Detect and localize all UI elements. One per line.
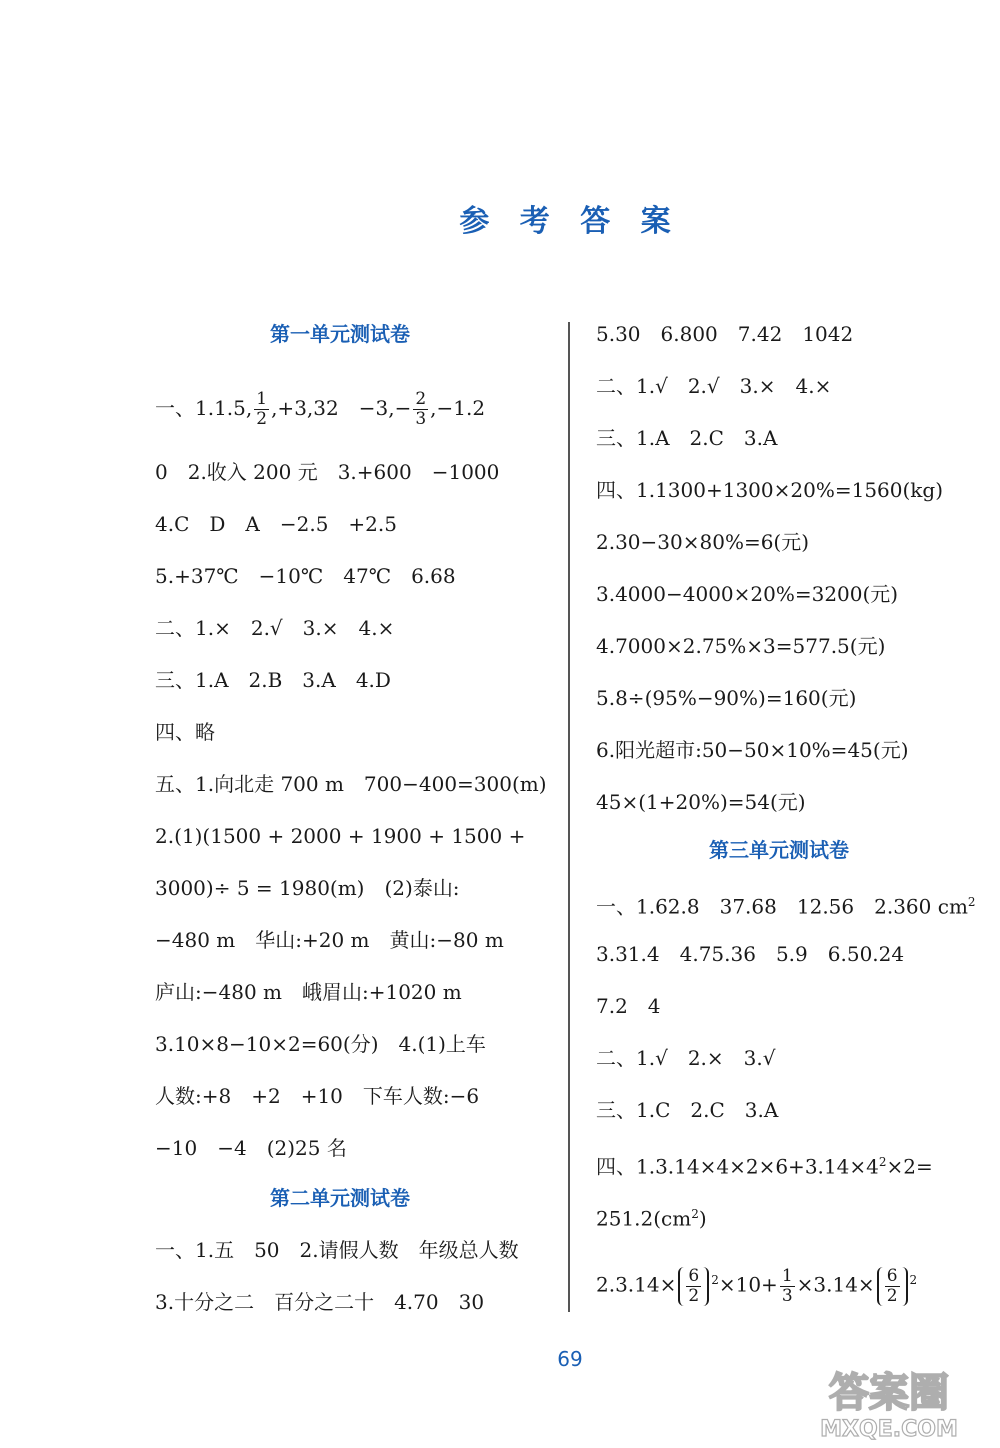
answer-line: 3.10×8−10×2=60(分) 4.(1)上车 [155,1032,486,1056]
watermark-line1: 答案圈 [829,1370,949,1416]
answer-line: 三、1.C 2.C 3.A [596,1098,779,1122]
answer-line: 人数:+8 +2 +10 下车人数:−6 [155,1084,480,1108]
answer-line: 二、1.√ 2.× 3.√ [596,1046,776,1070]
bracketed-fraction: $\frac{6}{2}$ [877,1267,908,1306]
answer-line: 5.+37℃ −10℃ 47℃ 6.68 [155,564,456,588]
watermark-logo [784,1358,994,1442]
answer-line: 4.C D A −2.5 +2.5 [155,512,397,536]
answer-line: 2.30−30×80%=6(元) [596,530,810,554]
answer-line: 6.阳光超市:50−50×10%=45(元) [596,738,909,762]
answer-line: 5.30 6.800 7.42 1042 [596,322,854,346]
answer-line: 45×(1+20%)=54(元) [596,790,806,814]
answer-line: 一、1.1.5, $\frac{1}{2}$ ,+3,32 −3,− $\frac{2}{3}$ ,−1.2 [155,389,486,429]
answer-line: 二、1.√ 2.√ 3.× 4.× [596,374,832,398]
answer-line: 2.(1)(1500 + 2000 + 1900 + 1500 + [155,824,526,848]
answer-line: 一、1.五 50 2.请假人数 年级总人数 [155,1238,519,1262]
answer-line: $251.2(cm^2)$ [596,1206,707,1231]
fraction: $\frac{1}{3}$ [781,1265,793,1306]
answer-line: 庐山:−480 m 峨眉山:+1020 m [155,980,462,1004]
answer-line: 0 2.收入 200 元 3.+600 −1000 [155,460,500,484]
answer-line: 2.3.14× $\frac{6}{2}$ $^2$×10+ $\frac{1}{3}$ ×3.14× $\frac{6}{2}$ $^2$ [596,1265,918,1306]
answer-line: 5.8÷(95%−90%)=160(元) [596,686,857,710]
answer-line: 7.2 4 [596,994,661,1018]
bracketed-fraction: $\frac{6}{2}$ [678,1267,709,1306]
answer-line: 五、1.向北走 700 m 700−400=300(m) [155,772,547,796]
answer-line: 三、1.A 2.C 3.A [596,426,778,450]
answer-line: −10 −4 (2)25 名 [155,1136,347,1160]
answer-line: 3.4000−4000×20%=3200(元) [596,582,899,606]
answer-line: −480 m 华山:+20 m 黄山:−80 m [155,928,504,952]
unit2-title: 第二单元测试卷 [270,1186,410,1210]
answer-line: 四、1.1300+1300×20%=1560(kg) [596,478,944,502]
answer-line: 四、$1.3.14\times 4\times 2\times 6+3.14\times 4^2\times 2=$ [596,1154,933,1179]
unit3-title: 第三单元测试卷 [709,838,849,862]
fraction: $\frac{2}{3}$ [415,389,427,429]
page-number: 69 [557,1347,583,1371]
fraction: $\frac{1}{2}$ [256,389,268,429]
answer-line: 四、略 [155,720,215,744]
unit1-title: 第一单元测试卷 [270,322,410,346]
answer-line: 二、1.× 2.√ 3.× 4.× [155,616,395,640]
answer-line: 一、1.62.8 37.68 12.56 2.360 $cm^2$ [596,894,976,919]
answer-line: 3.十分之二 百分之二十 4.70 30 [155,1290,485,1314]
column-divider [568,322,570,1312]
answer-line: 3000)÷ 5 = 1980(m) (2)泰山: [155,876,460,900]
watermark-line2: MXQE.COM [820,1417,958,1442]
page-title: 参 考 答 案 [459,204,681,239]
answer-line: 三、1.A 2.B 3.A 4.D [155,668,391,692]
answer-line: 4.7000×2.75%×3=577.5(元) [596,634,886,658]
answer-line: 3.31.4 4.75.36 5.9 6.50.24 [596,942,905,966]
